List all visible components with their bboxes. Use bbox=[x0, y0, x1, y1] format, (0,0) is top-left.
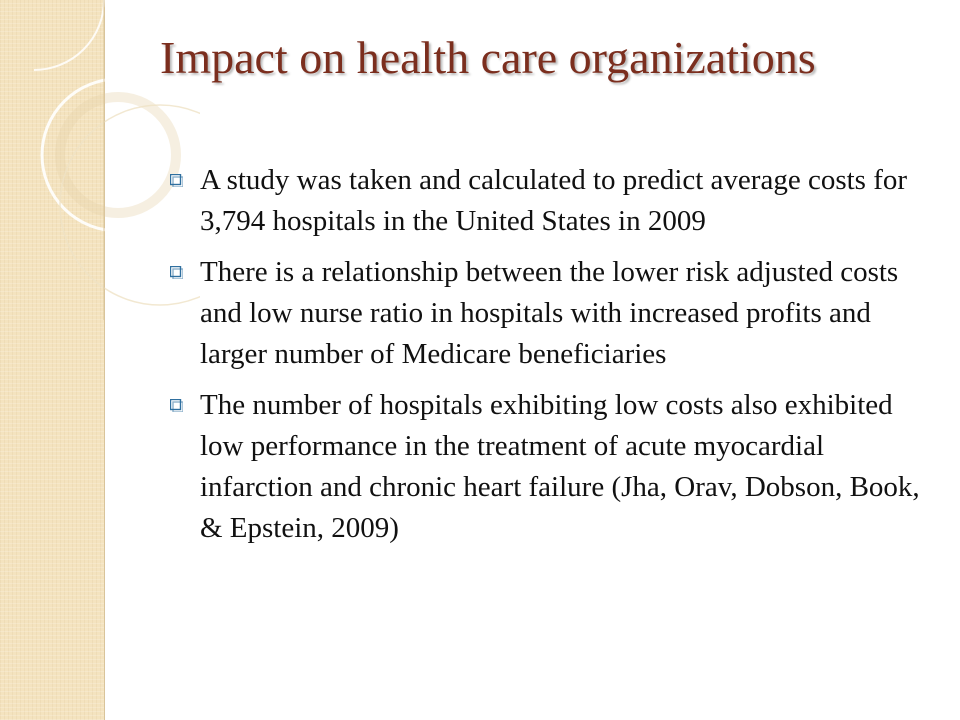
checkbox-bullet-icon bbox=[170, 266, 183, 279]
bullet-item bbox=[168, 385, 938, 549]
bullet-text: The number of hospitals exhibiting low costs also exhibited low performance in the treatment of acute myocardial infarction and chronic heart failure (Jha, Orav, Dobson, Book, & Epstein, 2009) bbox=[200, 389, 920, 544]
checkbox-bullet-icon bbox=[170, 399, 183, 412]
decorative-side-band bbox=[0, 0, 105, 720]
bullet-text: There is a relationship between the lower risk adjusted costs and low nurse ratio in hospitals with increased profits and larger number of Medicare beneficiaries bbox=[200, 256, 899, 370]
bullet-list bbox=[168, 160, 938, 559]
bullet-text: A study was taken and calculated to predict average costs for 3,794 hospitals in the United States in 2009 bbox=[200, 164, 908, 237]
slide-title: Impact on health care organizations bbox=[160, 32, 816, 83]
checkbox-bullet-icon bbox=[170, 174, 183, 187]
bullet-item bbox=[168, 252, 938, 375]
bullet-item bbox=[168, 160, 938, 242]
